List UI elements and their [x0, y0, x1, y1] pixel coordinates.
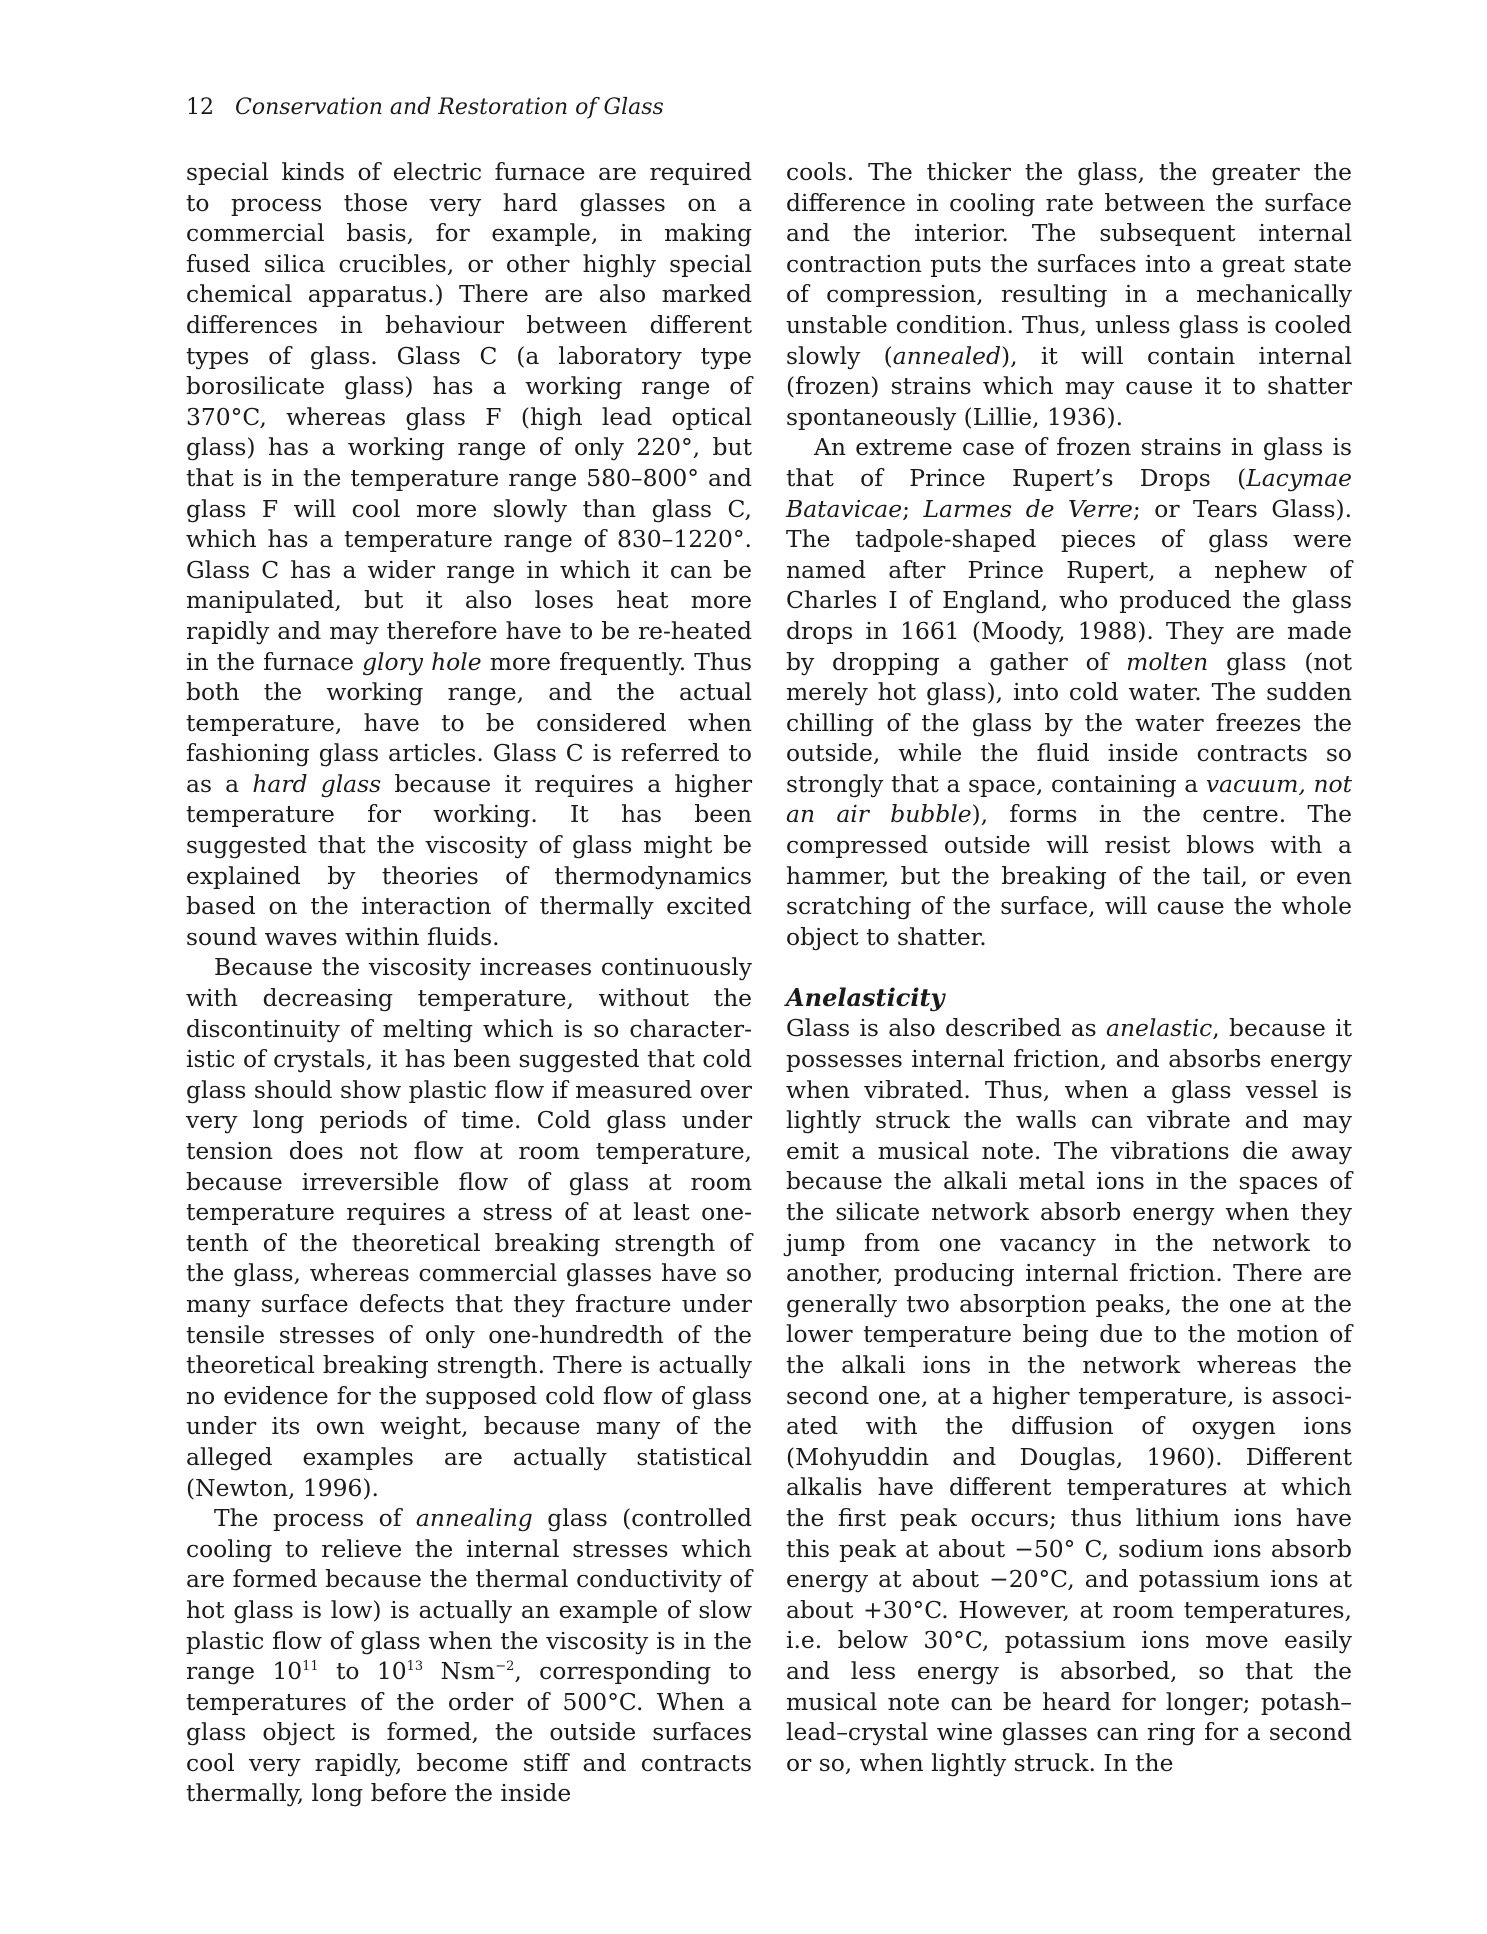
term-larmes-de-verre: Larmes de Verre — [923, 494, 1133, 523]
text-run: ; or Tears Glass). The tadpole-shaped pieces of glass were named after Prince Rupert, a nephew of Charles I of England, who produced the glass drops in 1661 (Moody, 1988). They are made by dropping a gather of — [786, 494, 1353, 676]
text-run: ), forms in the centre. The compressed outside will resist blows with a hammer, but the breaking of the tail, or even scratching of the surface, will cause the whole object to shatter. — [786, 800, 1352, 951]
term-anelastic: anelastic — [1106, 1014, 1213, 1043]
text-run: Glass is also described as — [786, 1014, 1106, 1043]
text-run: , corresponding to temperatures of the order of 500°C. When a glass object is formed, the outside surfaces cool very rapidly, become stiff and contracts thermally, long before the inside — [186, 1657, 752, 1808]
text-run: to 10 — [318, 1657, 407, 1686]
paragraph-furnace-working-range — [186, 157, 752, 952]
text-run: more frequently. Thus both the working range, and the actual temperature, have to be considered when fashioning glass articles. Glass C is referred to as a — [186, 647, 753, 798]
left-column — [186, 157, 752, 1809]
term-molten: molten — [1126, 647, 1209, 676]
page-number: 12 — [186, 95, 214, 120]
text-run: special kinds of electric furnace are required to process those very hard glasses on a commercial basis, for example, in making fused silica crucibles, or other highly special chemical apparatus.) There are also marked differences in behaviour between different types of glass. Glass C (a laboratory type borosilicate glass) has a working range of 370°C, whereas glass F (high lead optical glass) has a working range of only 220°, but that is in the temperature range 580–800° and glass F will cool more slowly than glass C, which has a temperature range of 830–1220°. Glass C has a wider range in which it can be manipulated, but it also loses heat more rapidly and may therefore have to be re-heated in the furnace — [186, 158, 752, 676]
term-glory-hole: glory hole — [362, 647, 482, 676]
superscript: 13 — [406, 1659, 424, 1675]
term-lacymae-batavicae: Lacymae Batavicae — [786, 463, 1352, 523]
text-run: because it requires a higher temperature for working. It has been suggested that the viscosity of glass might be explained by theories of thermodynamics based on the interaction of thermally excited sound waves within fluids. — [186, 769, 753, 951]
superscript: 11 — [302, 1659, 319, 1675]
text-run: The process of — [214, 1504, 416, 1533]
paragraph-prince-ruperts-drops — [786, 432, 1352, 952]
text-run: glass (not merely hot glass), into cold water. The sudden chilling of the glass by the water freezes the outside, while the fluid inside contracts so strongly that a space, containing a — [786, 647, 1352, 798]
term-annealed: annealed — [892, 341, 1001, 370]
text-run: , because it possesses internal friction, and absorbs energy when vibrated. Thus, when a glass vessel is lightly struck the walls can vibrate and may emit a musical note. The vibrations die away because the alkali metal ions in the spaces of the silicate network absorb energy when they jump from one vacancy in the network to another, producing internal friction. There are generally two absorption peaks, the one at the lower temperature being due to the motion of the alkali ions in the network whereas the second one, at a higher temperature, is associated with the diffusion of oxygen ions (Mohyuddin and Douglas, 1960). Different alkalis have different temperatures at which the first peak occurs; thus lithium ions have this peak at about −50° C, sodium ions absorb energy at about −20°C, and potassium ions at about +30°C. However, at room temperatures, i.e. below 30°C, potassium ions move easily and less energy is absorbed, so that the musical note can be heard for longer; potash–lead–crystal wine glasses can ring for a second or so, when lightly struck. In the — [786, 1014, 1352, 1777]
paragraph-annealing — [186, 1503, 752, 1809]
book-title: Conservation and Restoration of Glass — [235, 95, 664, 120]
running-head — [186, 92, 664, 124]
text-run: glass (controlled cooling to relieve the internal stresses which are formed because the thermal conductivity of hot glass is low) is actually an example of slow plastic flow of glass when the viscosity is in the range 10 — [186, 1504, 753, 1686]
right-column — [786, 157, 1352, 1778]
text-run: An extreme case of frozen strains in glass is that of Prince Rupert’s Drops ( — [786, 433, 1352, 492]
paragraph-plastic-flow: Because the viscosity increases continuously with decreasing temperature, without the discontinuity of melting which is so characteristic of crystals, it has been suggested that cold glass should show plastic flow if measured over very long periods of time. Cold glass under tension does not flow at room temperature, because irreversible flow of glass at room temperature requires a stress of at least one-tenth of the theoretical breaking strength of the glass, whereas commercial glasses have so many surface defects that they fracture under tensile stresses of only one-hundredth of the theoretical breaking strength. There is actually no evidence for the supposed cold flow of glass under its own weight, because many of the alleged examples are actually statistical (Newton, 1996). — [186, 953, 752, 1502]
superscript: −2 — [495, 1659, 515, 1675]
text-run: cools. The thicker the glass, the greater the difference in cooling rate between the surface and the interior. The subsequent internal contraction puts the surfaces into a great state of compression, resulting in a mechanically unstable condition. Thus, unless glass is cooled slowly ( — [786, 158, 1352, 370]
text-run: ), it will contain internal (frozen) strains which may cause it to shatter spontaneously (Lillie, 1936). — [786, 341, 1352, 431]
paragraph-cooling-strains — [786, 157, 1352, 432]
text-run: Nsm — [423, 1657, 496, 1686]
text-run: ; — [902, 494, 924, 523]
paragraph-anelasticity — [786, 1013, 1352, 1778]
term-annealing: annealing — [415, 1504, 533, 1533]
term-hard-glass: hard glass — [252, 769, 382, 798]
term-vacuum: vacuum, not an air bubble — [786, 769, 1352, 829]
section-heading-anelasticity: Anelasticity — [786, 983, 945, 1013]
